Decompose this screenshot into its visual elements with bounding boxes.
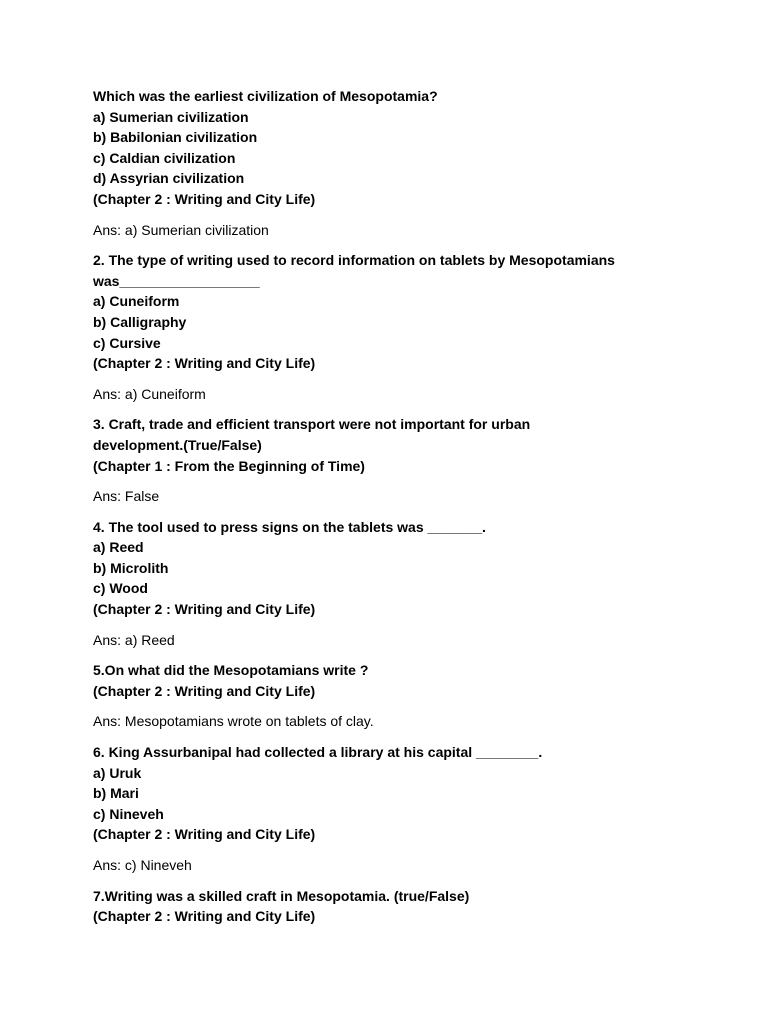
question-text: 6. King Assurbanipal had collected a library at his capital ________. [93,744,543,761]
question-text: Which was the earliest civilization of Mesopotamia? [93,88,438,104]
answer-text: Ans: a) Reed [93,631,175,648]
chapter-reference: (Chapter 2 : Writing and City Life) [93,601,316,618]
question-text: 7.Writing was a skilled craft in Mesopotamia. (true/False) [93,887,470,904]
question-1 [93,86,713,240]
question-text-continued: was__________________ [93,272,260,289]
answer-text: Ans: a) Sumerian civilization [93,221,269,238]
option-c: c) Nineveh [93,805,164,822]
option-d: d) Assyrian civilization [93,170,245,187]
option-b: b) Microlith [93,559,169,576]
question-3 [93,414,713,506]
chapter-reference: (Chapter 2 : Writing and City Life) [93,908,316,925]
option-a: a) Cuneiform [93,293,180,310]
question-text: 2. The type of writing used to record information on tablets by Mesopotamians [93,252,615,269]
question-text-continued: development.(True/False) [93,436,262,453]
question-6 [93,742,713,876]
option-b: b) Babilonian civilization [93,129,258,146]
option-c: c) Wood [93,580,148,597]
question-2 [93,250,713,404]
chapter-reference: (Chapter 2 : Writing and City Life) [93,190,316,207]
option-a: a) Uruk [93,764,142,781]
question-text: 4. The tool used to press signs on the tablets was _______. [93,518,486,535]
option-c: c) Caldian civilization [93,149,236,166]
answer-text: Ans: Mesopotamians wrote on tablets of clay. [93,713,374,730]
chapter-reference: (Chapter 2 : Writing and City Life) [93,355,316,372]
answer-text: Ans: c) Nineveh [93,857,192,873]
option-b: b) Calligraphy [93,313,187,330]
question-7 [93,886,713,927]
answer-text: Ans: a) Cuneiform [93,385,206,402]
option-b: b) Mari [93,785,139,802]
question-text: 3. Craft, trade and efficient transport were not important for urban [93,416,531,433]
option-a: a) Sumerian civilization [93,108,249,125]
answer-text: Ans: False [93,488,160,505]
option-a: a) Reed [93,539,144,556]
chapter-reference: (Chapter 2 : Writing and City Life) [93,682,316,699]
question-5 [93,660,713,732]
question-4 [93,517,713,651]
option-c: c) Cursive [93,334,161,351]
question-text: 5.On what did the Mesopotamians write ? [93,662,369,679]
chapter-reference: (Chapter 1 : From the Beginning of Time) [93,457,365,474]
document-page [93,86,713,927]
chapter-reference: (Chapter 2 : Writing and City Life) [93,826,316,843]
